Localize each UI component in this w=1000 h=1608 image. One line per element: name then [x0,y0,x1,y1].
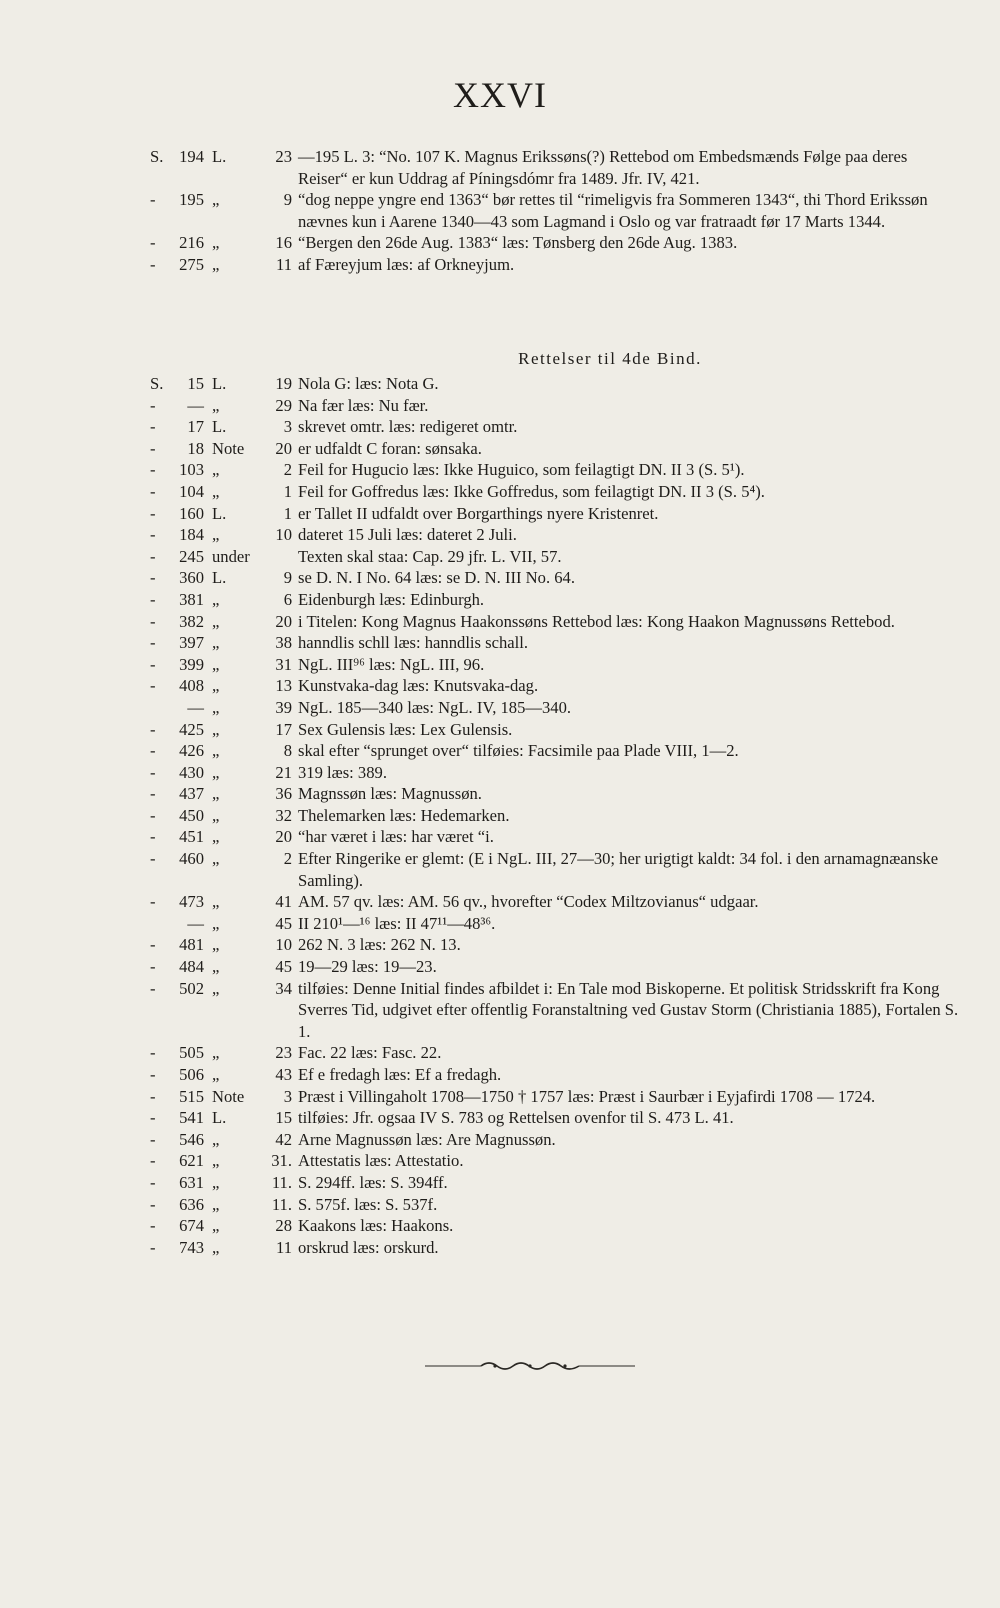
entry-line: 34 [275,978,292,998]
entry-page: 216 [179,233,204,253]
entry-reference: „ [212,1216,220,1236]
entry-page: — [187,697,204,717]
entry-reference: „ [212,611,220,631]
entry-text: Kaakons læs: Haakons. [298,1216,454,1236]
corrections-section-2 [150,348,960,1258]
entry-text: “har været i læs: har været “i. [298,827,494,847]
entry-reference: „ [212,589,220,609]
entry-page: 546 [179,1129,204,1149]
correction-entry [150,395,960,417]
entry-page: 426 [179,741,204,761]
correction-entry [150,848,960,891]
entry-line: 11. [271,1194,292,1214]
entry-page: 397 [179,633,204,653]
entry-line: 20 [275,611,292,631]
entry-reference: „ [212,633,220,653]
entry-line: 41 [275,892,292,912]
entry-page: 381 [179,589,204,609]
correction-entry [150,546,960,568]
entry-prefix: - [150,611,156,631]
entry-page: 631 [179,1172,204,1192]
entry-page: 408 [179,676,204,696]
entry-page: — [187,395,204,415]
correction-entry [150,1042,960,1064]
entry-text: Nola G: læs: Nota G. [298,374,439,393]
entry-text: skrevet omtr. læs: redigeret omtr. [298,417,518,437]
entry-text: “Bergen den 26de Aug. 1383“ læs: Tønsberg den 26de Aug. 1383. [298,233,738,253]
correction-entry [150,438,960,460]
entry-prefix: - [150,935,156,955]
entry-prefix: - [150,676,156,696]
entry-prefix: - [150,1172,156,1192]
entry-text: II 210¹—¹⁶ læs: II 47¹¹—48³⁶. [298,913,496,933]
entry-reference: Note [212,1086,245,1106]
entry-line: 1 [283,503,292,523]
entry-page: 245 [179,546,204,566]
correction-entry [150,1172,960,1194]
entry-text: se D. N. I No. 64 læs: se D. N. III No. 64. [298,568,575,588]
entry-text: Fac. 22 læs: Fasc. 22. [298,1043,442,1063]
entry-line: 10 [275,525,292,545]
entry-reference: „ [212,395,220,415]
entry-text: af Færeyjum læs: af Orkneyjum. [298,254,515,274]
entry-line: 13 [275,676,292,696]
entry-prefix: - [150,1237,156,1257]
entry-text: tilføies: Jfr. ogsaa IV S. 783 og Rettelsen ovenfor til S. 473 L. 41. [298,1108,734,1128]
correction-entry [150,697,960,719]
entry-line: 11 [276,1237,292,1257]
entry-page: 674 [179,1216,204,1236]
entry-page: 430 [179,762,204,782]
entry-page: 275 [179,254,204,274]
entry-text: AM. 57 qv. læs: AM. 56 qv., hvorefter “Codex Miltzovianus“ udgaar. [298,892,759,912]
entry-line: 28 [275,1216,292,1236]
entry-text: er Tallet II udfaldt over Borgarthings nyere Kristenret. [298,503,659,523]
entry-reference: „ [212,762,220,782]
entry-line: 23 [275,147,292,166]
entry-reference: L. [212,147,227,166]
page-title: XXVI [453,75,547,115]
entry-line: 42 [275,1129,292,1149]
entry-reference: „ [212,233,220,253]
entry-text: 319 læs: 389. [298,762,387,782]
entry-text: NgL. 185—340 læs: NgL. IV, 185—340. [298,697,572,717]
entry-line: 31. [271,1151,292,1171]
entry-prefix: - [150,827,156,847]
entry-text: Eidenburgh læs: Edinburgh. [298,589,485,609]
entry-prefix: - [150,1216,156,1236]
entry-prefix: - [150,1194,156,1214]
entry-prefix [150,913,162,935]
entry-page: 195 [179,190,204,210]
entry-prefix: - [150,1108,156,1128]
correction-entry [150,459,960,481]
entry-reference: „ [212,481,220,501]
entry-line: 2 [283,460,292,480]
entry-line: 11 [276,254,292,274]
entry-prefix: - [150,633,156,653]
entry-reference: „ [212,935,220,955]
correction-entry [150,934,960,956]
entry-text: Na fær læs: Nu fær. [298,395,429,415]
entry-page: 484 [179,957,204,977]
correction-entry [150,740,960,762]
entry-line: 39 [275,697,292,717]
entry-page: 621 [179,1151,204,1171]
entry-line: 11. [271,1172,292,1192]
correction-entry [150,524,960,546]
entry-reference: „ [212,676,220,696]
entry-prefix: - [150,1043,156,1063]
entry-reference: Note [212,438,245,458]
entry-prefix: - [150,1151,156,1171]
entry-prefix: - [150,762,156,782]
entry-text: 19—29 læs: 19—23. [298,957,437,977]
entry-prefix: - [150,654,156,674]
entry-prefix: - [150,233,156,253]
entry-text: Feil for Hugucio læs: Ikke Huguico, som feilagtigt DN. II 3 (S. 5¹). [298,460,745,480]
correction-entry [150,783,960,805]
entry-prefix: - [150,741,156,761]
entry-text: Ef e fredagh læs: Ef a fredagh. [298,1065,502,1084]
correction-entry [150,481,960,503]
entry-text: S. 575f. læs: S. 537f. [298,1194,438,1214]
entry-text: orskrud læs: orskurd. [298,1237,439,1257]
entry-reference: „ [212,254,220,274]
entry-text: hanndlis schll læs: hanndlis schall. [298,633,528,653]
entry-text: Kunstvaka-dag læs: Knutsvaka-dag. [298,676,539,696]
entry-line: 45 [275,957,292,977]
correction-entry [150,503,960,525]
correction-entry [150,1237,960,1259]
entry-text: i Titelen: Kong Magnus Haakonssøns Rettebod læs: Kong Haakon Magnussøns Rettebod. [298,611,895,631]
entry-line: 19 [275,374,292,393]
entry-prefix: - [150,481,156,501]
entry-reference: L. [212,374,227,393]
entry-prefix: - [150,395,156,415]
entry-page: 437 [179,784,204,804]
entry-page: 18 [187,438,204,458]
entry-reference: „ [212,1237,220,1257]
entry-reference: „ [212,913,220,933]
entry-line: 17 [275,719,292,739]
entry-line: 16 [275,233,292,253]
entry-page: 399 [179,654,204,674]
entry-prefix: S. [150,147,164,166]
correction-entry [150,232,960,254]
entry-reference: „ [212,805,220,825]
entry-reference: „ [212,784,220,804]
entry-page: 473 [179,892,204,912]
entry-text: Feil for Goffredus læs: Ikke Goffredus, som feilagtigt DN. II 3 (S. 5⁴). [298,481,765,501]
entry-prefix: - [150,892,156,912]
correction-entry [150,1086,960,1108]
entry-line: 32 [275,805,292,825]
entry-text: S. 294ff. læs: S. 394ff. [298,1172,448,1192]
entry-reference: „ [212,460,220,480]
entry-reference: L. [212,1108,227,1128]
entry-page: 103 [179,460,204,480]
entry-reference: „ [212,1172,220,1192]
entry-reference: „ [212,1151,220,1171]
entry-prefix: - [150,417,156,437]
entry-page: 160 [179,503,204,523]
entry-line: 29 [275,395,292,415]
entry-page: 450 [179,805,204,825]
entry-reference: „ [212,849,220,869]
entry-text: NgL. III⁹⁶ læs: NgL. III, 96. [298,654,485,674]
correction-entry [150,567,960,589]
correction-entry [150,1150,960,1172]
correction-entry [150,611,960,633]
correction-entry [150,1215,960,1237]
entry-reference: „ [212,741,220,761]
entry-text: Præst i Villingaholt 1708—1750 † 1757 læs: Præst i Saurbær i Eyjafirdi 1708 — 1724. [298,1086,876,1106]
entry-prefix: - [150,805,156,825]
entry-reference: „ [212,892,220,912]
entry-line: 36 [275,784,292,804]
entry-page: 194 [179,147,204,166]
entry-text: —195 L. 3: “No. 107 K. Magnus Erikssøns(?) Rettebod om Embedsmænds Følge paa deres Reiser“ er kun Uddrag af Píningsdómr fra 1489. Jfr. IV, 421. [298,147,908,188]
entry-line: 20 [275,827,292,847]
correction-entry [150,891,960,913]
entry-page: 541 [179,1108,204,1128]
correction-entry [150,1064,960,1086]
entry-prefix: - [150,190,156,210]
correction-entry [150,675,960,697]
entry-reference: „ [212,1065,220,1084]
correction-entry [150,762,960,784]
entry-page: 481 [179,935,204,955]
entry-reference: „ [212,190,220,210]
entry-page: 184 [179,525,204,545]
entry-prefix: - [150,957,156,977]
entry-line: 15 [275,1108,292,1128]
entry-prefix: - [150,1129,156,1149]
entry-prefix: - [150,568,156,588]
entry-page: 460 [179,849,204,869]
entry-reference: under [212,546,250,566]
correction-entry [150,1107,960,1129]
entry-reference: „ [212,654,220,674]
corrections-section-1 [150,146,960,276]
entry-page: — [187,913,204,933]
correction-entry [150,826,960,848]
entry-line: 3 [283,1086,292,1106]
entry-page: 382 [179,611,204,631]
entry-page: 505 [179,1043,204,1063]
entry-text: Attestatis læs: Attestatio. [298,1151,464,1171]
entry-page: 15 [187,374,204,393]
entry-prefix: - [150,254,156,274]
entry-text: Arne Magnussøn læs: Are Magnussøn. [298,1129,556,1149]
entry-reference: L. [212,503,227,523]
entry-text: 262 N. 3 læs: 262 N. 13. [298,935,461,955]
entry-reference: „ [212,957,220,977]
entry-page: 360 [179,568,204,588]
entry-text: tilføies: Denne Initial findes afbildet i: En Tale mod Biskoperne. Et politisk Stridsskrift fra Kong Sverres Tid, udgivet efter offentlig Foranstaltning ved Gustav Storm (Christiania 1885), Fortalen S. 1. [298,978,959,1041]
correction-entry [150,1129,960,1151]
entry-page: 515 [179,1086,204,1106]
entry-prefix: - [150,1065,156,1084]
entry-prefix: - [150,589,156,609]
entry-page: 104 [179,481,204,501]
entry-prefix: - [150,438,156,458]
entry-reference: „ [212,719,220,739]
entry-reference: „ [212,697,220,717]
correction-entry [150,719,960,741]
correction-entry [150,254,960,276]
section-heading: Rettelser til 4de Bind. [518,349,702,368]
entry-page: 636 [179,1194,204,1214]
entry-line: 10 [275,935,292,955]
correction-entry [150,956,960,978]
entry-line: 3 [283,417,292,437]
correction-entry [150,654,960,676]
entry-page: 743 [179,1237,204,1257]
correction-entry [150,805,960,827]
entry-prefix: - [150,719,156,739]
entry-reference: „ [212,525,220,545]
correction-entry [150,189,960,232]
entry-page: 502 [179,978,204,998]
entry-line: 9 [283,190,292,210]
entry-text: Magnssøn læs: Magnussøn. [298,784,482,804]
entry-page: 17 [187,417,204,437]
correction-entry [150,978,960,1043]
entry-prefix [150,697,162,719]
correction-entry [150,632,960,654]
entry-page: 451 [179,827,204,847]
entry-text: Thelemarken læs: Hedemarken. [298,805,510,825]
correction-entry [150,589,960,611]
entry-line: 23 [275,1043,292,1063]
entry-line: 1 [283,481,292,501]
entry-prefix: - [150,784,156,804]
entry-line: 21 [275,762,292,782]
entry-text: skal efter “sprunget over“ tilføies: Facsimile paa Plade VIII, 1—2. [298,741,739,761]
entry-line: 6 [283,589,292,609]
correction-entry [150,1194,960,1216]
ornamental-divider [425,1360,635,1372]
entry-line: 45 [275,913,292,933]
entry-line: 43 [275,1065,292,1084]
entry-page: 425 [179,719,204,739]
entry-line: 31 [275,654,292,674]
entry-text: “dog neppe yngre end 1363“ bør rettes til “rimeligvis fra Sommeren 1343“, thi Thord Erikssøn nævnes kun i Aarene 1340—43 som Lagmand i Oslo og var fratraadt før 17 Marts 1344. [298,190,928,231]
entry-reference: „ [212,1129,220,1149]
correction-entry [150,373,960,395]
entry-reference: „ [212,827,220,847]
entry-line [268,546,298,568]
entry-reference: „ [212,978,220,998]
entry-prefix: S. [150,374,164,393]
entry-reference: L. [212,417,227,437]
entry-page: 506 [179,1065,204,1084]
entry-reference: L. [212,568,227,588]
entry-line: 8 [283,741,292,761]
entry-prefix: - [150,849,156,869]
entry-text: Texten skal staa: Cap. 29 jfr. L. VII, 57. [298,546,562,566]
entry-text: Sex Gulensis læs: Lex Gulensis. [298,719,513,739]
correction-entry [150,146,960,189]
entry-prefix: - [150,503,156,523]
entry-text: er udfaldt C foran: sønsaka. [298,438,482,458]
entry-text: Efter Ringerike er glemt: (E i NgL. III, 27—30; her urigtigt kaldt: 34 fol. i den arnamagnæanske Samling). [298,849,939,890]
entry-prefix: - [150,546,156,566]
correction-entry [150,913,960,935]
entry-line: 9 [283,568,292,588]
entry-prefix: - [150,978,156,998]
entry-prefix: - [150,460,156,480]
entry-prefix: - [150,525,156,545]
entry-line: 20 [275,438,292,458]
entry-reference: „ [212,1043,220,1063]
entry-text: dateret 15 Juli læs: dateret 2 Juli. [298,525,517,545]
entry-line: 2 [283,849,292,869]
entry-line: 38 [275,633,292,653]
correction-entry [150,416,960,438]
entry-reference: „ [212,1194,220,1214]
entry-prefix: - [150,1086,156,1106]
